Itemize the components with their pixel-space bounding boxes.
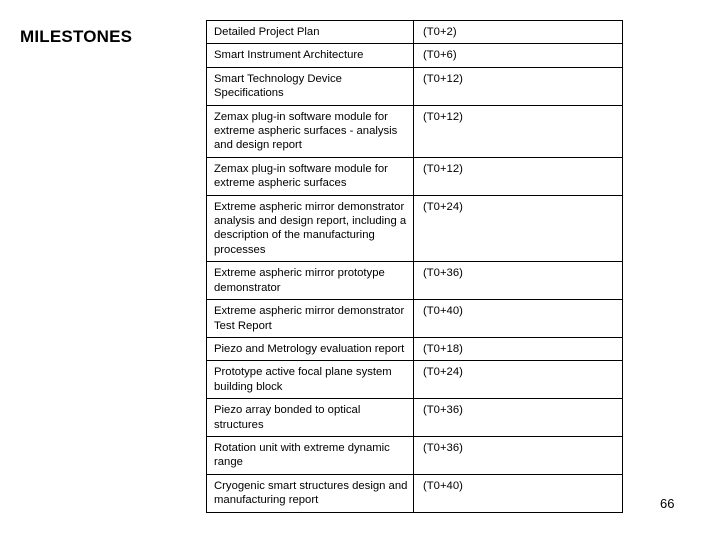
table-row xyxy=(207,21,623,44)
deliverable-cell: Extreme aspheric mirror demonstrator Test Report xyxy=(207,300,414,338)
table-row xyxy=(207,300,623,338)
table-row xyxy=(207,337,623,360)
table-row xyxy=(207,262,623,300)
due-month-cell: (T0+36) xyxy=(414,399,623,437)
deliverable-cell: Smart Technology Device Specifications xyxy=(207,67,414,105)
due-month-cell: (T0+36) xyxy=(414,262,623,300)
due-month-cell: (T0+40) xyxy=(414,300,623,338)
milestones-table-container xyxy=(206,20,623,513)
deliverable-cell: Zemax plug-in software module for extreme aspheric surfaces xyxy=(207,157,414,195)
deliverable-cell: Extreme aspheric mirror prototype demonstrator xyxy=(207,262,414,300)
deliverable-cell: Detailed Project Plan xyxy=(207,21,414,44)
due-month-cell: (T0+18) xyxy=(414,337,623,360)
due-month-cell: (T0+12) xyxy=(414,67,623,105)
page-number: 66 xyxy=(660,496,675,511)
due-month-cell: (T0+24) xyxy=(414,195,623,262)
deliverable-cell: Piezo array bonded to optical structures xyxy=(207,399,414,437)
deliverable-cell: Zemax plug-in software module for extreme aspheric surfaces - analysis and design report xyxy=(207,105,414,157)
deliverable-cell: Prototype active focal plane system building block xyxy=(207,361,414,399)
table-row xyxy=(207,399,623,437)
table-row xyxy=(207,157,623,195)
table-row xyxy=(207,474,623,512)
due-month-cell: (T0+24) xyxy=(414,361,623,399)
milestones-table xyxy=(206,20,623,513)
table-row xyxy=(207,361,623,399)
table-row xyxy=(207,105,623,157)
deliverable-cell: Cryogenic smart structures design and manufacturing report xyxy=(207,474,414,512)
due-month-cell: (T0+12) xyxy=(414,157,623,195)
table-row xyxy=(207,195,623,262)
table-row xyxy=(207,436,623,474)
due-month-cell: (T0+6) xyxy=(414,44,623,67)
due-month-cell: (T0+36) xyxy=(414,436,623,474)
deliverable-cell: Smart Instrument Architecture xyxy=(207,44,414,67)
table-row xyxy=(207,44,623,67)
due-month-cell: (T0+40) xyxy=(414,474,623,512)
due-month-cell: (T0+12) xyxy=(414,105,623,157)
deliverable-cell: Rotation unit with extreme dynamic range xyxy=(207,436,414,474)
deliverable-cell: Piezo and Metrology evaluation report xyxy=(207,337,414,360)
table-row xyxy=(207,67,623,105)
page-title: MILESTONES xyxy=(20,27,133,46)
due-month-cell: (T0+2) xyxy=(414,21,623,44)
deliverable-cell: Extreme aspheric mirror demonstrator analysis and design report, including a description of the manufacturing processes xyxy=(207,195,414,262)
